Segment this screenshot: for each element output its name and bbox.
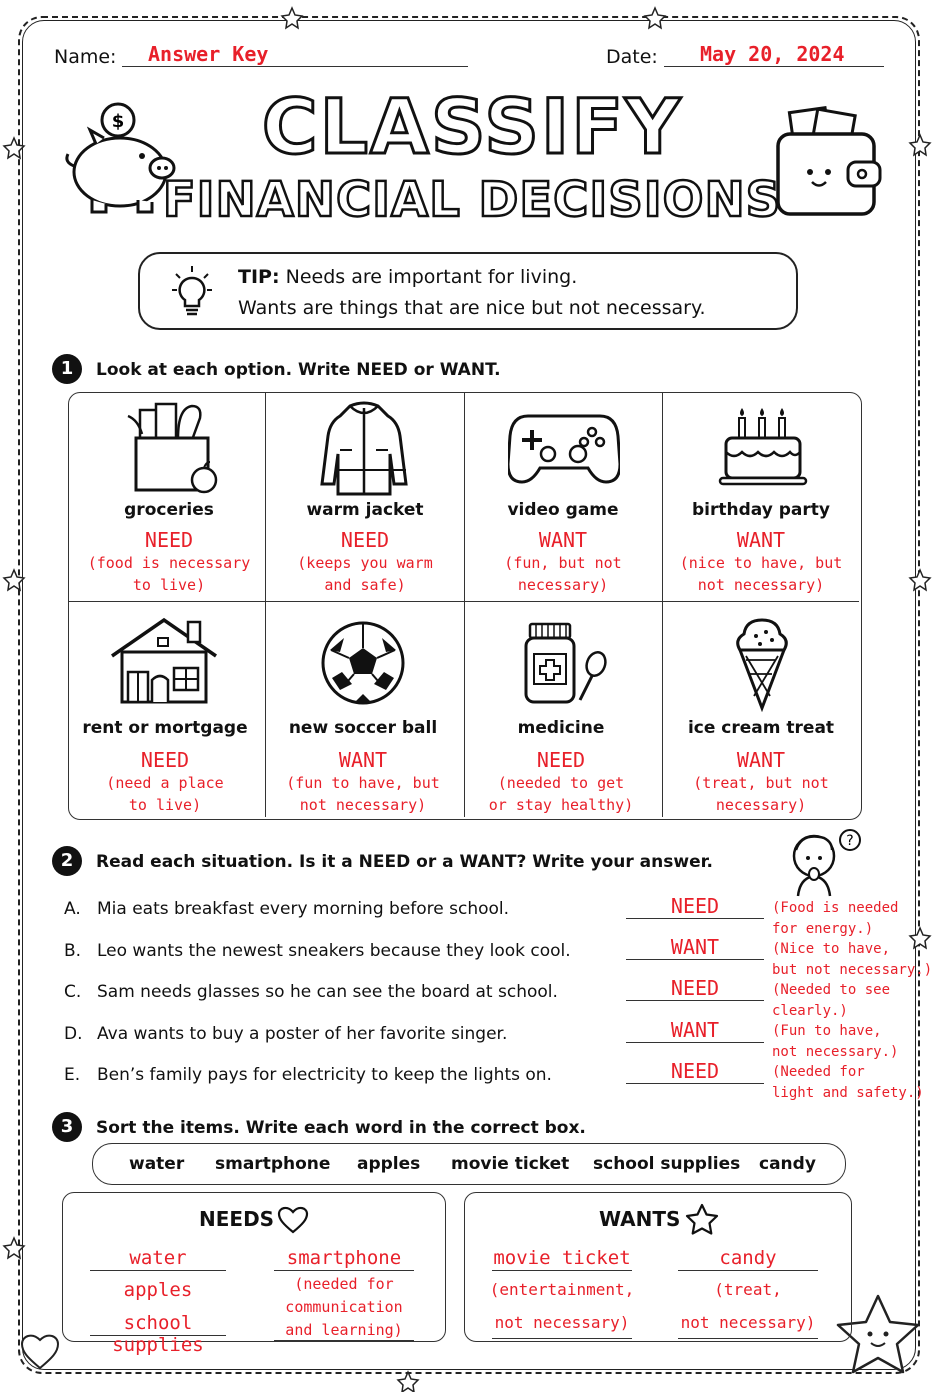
- thinking-boy-icon: [784, 826, 864, 898]
- situation-letter: B.: [64, 941, 82, 961]
- option-answer[interactable]: WANT: [736, 748, 786, 772]
- word-bank: [92, 1143, 846, 1185]
- word-bank-item[interactable]: apples: [357, 1154, 421, 1174]
- heart-icon: [277, 1205, 309, 1235]
- date-field[interactable]: May 20, 2024: [700, 42, 845, 66]
- border-star-icon: [4, 1238, 24, 1258]
- border-star-icon: [645, 8, 665, 28]
- answer-line: [626, 959, 764, 960]
- situation-letter: D.: [64, 1024, 83, 1044]
- needs-answer[interactable]: apples: [123, 1279, 193, 1301]
- word-bank-item[interactable]: candy: [759, 1154, 816, 1174]
- option-name: birthday party: [692, 500, 830, 520]
- option-reason: necessary): [715, 796, 807, 814]
- option-reason: (fun to have, but: [286, 774, 440, 792]
- svg-text:?: ?: [846, 833, 854, 849]
- option-name: video game: [507, 500, 619, 520]
- option-name: ice cream treat: [687, 718, 835, 738]
- wants-answer[interactable]: candy: [719, 1247, 777, 1269]
- name-field[interactable]: Answer Key: [148, 42, 269, 66]
- situation-letter: E.: [64, 1065, 81, 1085]
- page-subtitle: FINANCIAL DECISIONS: [162, 172, 782, 228]
- option-name: groceries: [124, 500, 214, 520]
- needs-note: communication: [285, 1298, 403, 1316]
- option-reason: (food is necessary: [87, 554, 251, 572]
- option-card: [462, 602, 660, 816]
- situation-text: Leo wants the newest sneakers because they look cool.: [97, 941, 571, 961]
- needs-note: (needed for: [294, 1275, 394, 1293]
- situation-note: (Food is needed for energy.) (Nice to have, but not necessary.) (Needed to see clearly.) (Fun to have, not necessary.) (Needed for light and safety.): [772, 900, 933, 1101]
- wants-note: (entertainment,: [489, 1280, 635, 1299]
- answer-line: [626, 1000, 764, 1001]
- option-answer[interactable]: WANT: [338, 748, 388, 772]
- option-answer[interactable]: NEED: [340, 528, 390, 552]
- option-name: rent or mortgage: [82, 718, 248, 738]
- option-reason: (treat, but not: [693, 774, 829, 792]
- border-star-icon: [282, 8, 302, 28]
- needs-answer[interactable]: smartphone: [286, 1247, 402, 1269]
- needs-note: and learning): [285, 1321, 403, 1339]
- date-line: [664, 66, 884, 67]
- option-reason: not necessary): [697, 576, 825, 594]
- wants-note: (treat,: [714, 1280, 782, 1299]
- star-icon: [685, 1203, 719, 1235]
- word-bank-item[interactable]: movie ticket: [451, 1154, 570, 1174]
- situation-letter: A.: [64, 899, 81, 919]
- option-card: [662, 602, 860, 816]
- option-reason: (needed to get: [497, 774, 625, 792]
- option-reason: (fun, but not: [504, 554, 622, 572]
- wants-note: not necessary): [680, 1313, 816, 1332]
- situation-answer[interactable]: WANT: [670, 1018, 720, 1042]
- option-reason: necessary): [517, 576, 609, 594]
- situation-text: Ben’s family pays for electricity to keep the lights on.: [97, 1065, 552, 1085]
- section-1-instruction: Look at each option. Write NEED or WANT.: [96, 360, 501, 380]
- border-star-icon: [398, 1372, 418, 1392]
- situation-text: Mia eats breakfast every morning before school.: [97, 899, 510, 919]
- wants-title: WANTS: [599, 1207, 681, 1231]
- situation-letter: C.: [64, 982, 82, 1002]
- name-line: [122, 66, 468, 67]
- option-reason: and safe): [324, 576, 406, 594]
- situation-answer[interactable]: NEED: [670, 1059, 720, 1083]
- tip-line-1: TIP: Needs are important for living.: [238, 266, 578, 288]
- option-answer[interactable]: NEED: [536, 748, 586, 772]
- needs-answer[interactable]: water: [129, 1247, 187, 1269]
- option-reason: to live): [128, 796, 202, 814]
- option-reason: or stay healthy): [488, 796, 634, 814]
- heart-icon: [22, 1336, 58, 1368]
- option-card: [464, 394, 662, 608]
- word-bank-item[interactable]: water: [129, 1154, 185, 1174]
- section-2-number: 2: [52, 846, 82, 876]
- needs-answer[interactable]: school supplies: [112, 1312, 204, 1356]
- option-answer[interactable]: WANT: [538, 528, 588, 552]
- option-reason: (keeps you warm: [297, 554, 433, 572]
- svg-text:$: $: [111, 111, 125, 132]
- option-reason: (nice to have, but: [679, 554, 843, 572]
- section-3-number: 3: [52, 1112, 82, 1142]
- answer-line: [626, 1042, 764, 1043]
- option-answer[interactable]: WANT: [736, 528, 786, 552]
- option-card: [264, 602, 462, 816]
- wants-answer[interactable]: movie ticket: [493, 1247, 631, 1269]
- page-title: CLASSIFY: [261, 82, 683, 171]
- situation-text: Ava wants to buy a poster of her favorite singer.: [97, 1024, 508, 1044]
- option-reason: to live): [132, 576, 206, 594]
- situation-answer[interactable]: NEED: [670, 976, 720, 1000]
- situation-answer[interactable]: NEED: [670, 894, 720, 918]
- option-name: warm jacket: [306, 500, 424, 520]
- border-star-icon: [910, 570, 930, 590]
- option-card: [266, 394, 464, 608]
- name-label: Name:: [54, 46, 117, 68]
- option-card: [70, 394, 268, 608]
- tip-line-2: Wants are things that are nice but not necessary.: [238, 297, 706, 319]
- option-card: [662, 394, 860, 608]
- option-reason: not necessary): [299, 796, 427, 814]
- lightbulb-icon: [170, 264, 214, 320]
- answer-line: [626, 918, 764, 919]
- needs-title: NEEDS: [199, 1207, 275, 1231]
- section-2-instruction: Read each situation. Is it a NEED or a WANT? Write your answer.: [96, 852, 714, 872]
- tip-label: TIP:: [238, 266, 280, 288]
- situation-answer[interactable]: WANT: [670, 935, 720, 959]
- option-name: medicine: [517, 718, 605, 738]
- situation-text: Sam needs glasses so he can see the board at school.: [97, 982, 558, 1002]
- wants-note: not necessary): [494, 1313, 630, 1332]
- date-label: Date:: [606, 46, 658, 68]
- option-answer[interactable]: NEED: [144, 528, 194, 552]
- option-name: new soccer ball: [288, 718, 438, 738]
- word-bank-item[interactable]: smartphone: [215, 1154, 331, 1174]
- tip-box: [138, 252, 798, 330]
- section-3-instruction: Sort the items. Write each word in the correct box.: [96, 1118, 586, 1138]
- option-card: [66, 602, 264, 816]
- option-answer[interactable]: NEED: [140, 748, 190, 772]
- option-reason: (need a place: [106, 774, 224, 792]
- section-1-number: 1: [52, 354, 82, 384]
- answer-line: [626, 1083, 764, 1084]
- border-star-icon: [4, 570, 24, 590]
- word-bank-item[interactable]: school supplies: [593, 1154, 741, 1174]
